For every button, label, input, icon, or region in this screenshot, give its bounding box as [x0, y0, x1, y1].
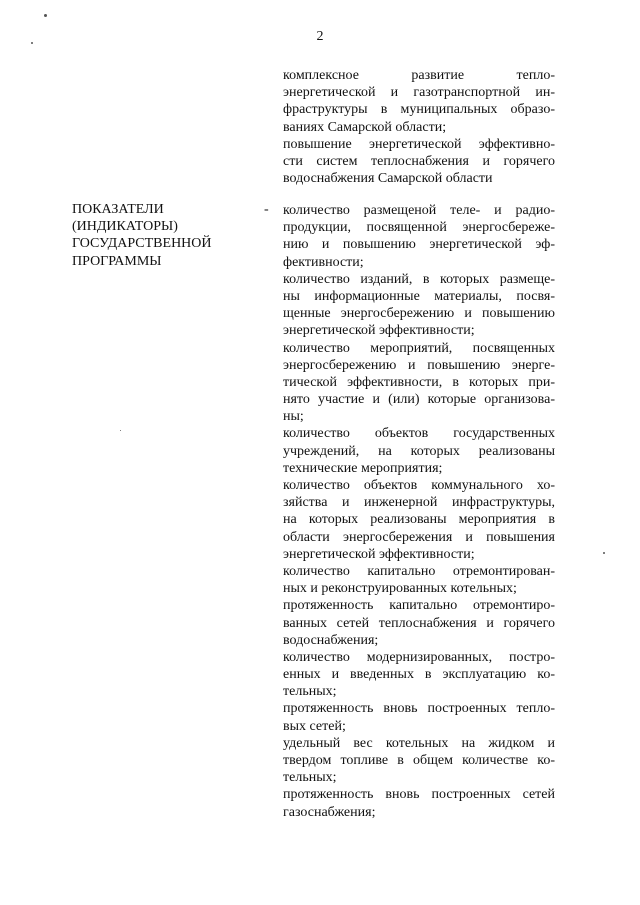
indicator-item	[283, 271, 555, 340]
label-line: ПРОГРАММЫ	[72, 253, 162, 269]
text-line: количество изданий, в которых размеще-	[283, 271, 555, 287]
text-line: тельных;	[283, 684, 337, 700]
text-line: фраструктуры в муниципальных образо-	[283, 102, 555, 118]
indicators-dash: -	[264, 202, 269, 217]
text-line: протяженность вновь построенных тепло-	[283, 701, 555, 717]
text-line: энергетической и газотранспортной ин-	[283, 85, 555, 101]
goal-item	[283, 136, 555, 188]
text-line: ванных сетей теплоснабжения и горячего	[283, 615, 555, 631]
text-line: сти систем теплоснабжения и горячего	[283, 153, 555, 169]
text-line: количество объектов государственных	[283, 426, 555, 442]
text-line: водоснабжения;	[283, 632, 379, 648]
text-line: нию и повышению энергетической эф-	[283, 237, 555, 253]
page-number: 2	[316, 29, 324, 44]
text-line: повышение энергетической эффективно-	[283, 136, 555, 152]
indicator-item	[283, 425, 555, 477]
indicator-item	[283, 786, 555, 820]
text-line: енных и введенных в эксплуатацию ко-	[283, 667, 555, 683]
text-line: твердом топливе в общем количестве ко-	[283, 753, 555, 768]
scan-speck	[603, 552, 605, 554]
indicator-item	[283, 340, 555, 426]
text-line: щенные энергосбережению и повышению	[283, 306, 555, 322]
text-line: нято участие и (или) которые организова-	[283, 392, 555, 408]
text-line: газоснабжения;	[283, 804, 376, 820]
indicator-item	[283, 735, 555, 787]
text-line: продукции, посвященной энергосбереже-	[283, 220, 555, 236]
indicator-item	[283, 202, 555, 271]
text-line: протяженность вновь построенных сетей	[283, 787, 555, 803]
goals-continued	[283, 67, 555, 187]
text-line: количество капитально отремонтирован-	[283, 563, 555, 579]
text-line: ны информационные материалы, посвя-	[283, 288, 555, 304]
text-line: области энергосбережения и повышения	[283, 529, 555, 545]
text-line: фективности;	[283, 254, 364, 270]
text-line: энергетической эффективности;	[283, 546, 475, 562]
text-line: энергетической эффективности;	[283, 323, 475, 339]
text-line: количество объектов коммунального хо-	[283, 478, 555, 493]
indicator-item	[283, 563, 555, 597]
indicator-item	[283, 649, 555, 701]
label-line: (ИНДИКАТОРЫ)	[72, 219, 178, 235]
goal-item	[283, 67, 555, 136]
indicator-item	[283, 477, 555, 563]
label-line: ПОКАЗАТЕЛИ	[72, 202, 164, 217]
text-line: технические мероприятия;	[283, 460, 443, 476]
text-line: зяйства и инженерной инфраструктуры,	[283, 495, 555, 511]
text-line: водоснабжения Самарской области	[283, 171, 493, 187]
text-line: учреждений, на которых реализованы	[283, 443, 555, 459]
text-line: количество модернизированных, постро-	[283, 649, 555, 665]
scan-speck	[31, 42, 33, 44]
indicators-label	[72, 201, 262, 270]
text-line: ваниях Самарской области;	[283, 119, 447, 135]
text-line: ных и реконструированных котельных;	[283, 581, 517, 597]
text-line: тельных;	[283, 770, 337, 786]
indicators-list	[283, 202, 555, 821]
text-line: тической эффективности, в которых при-	[283, 374, 555, 390]
scan-speck	[44, 14, 47, 17]
indicator-item	[283, 700, 555, 734]
text-line: энергосбережению и повышению энерге-	[283, 357, 555, 373]
text-line: количество размещеной теле- и радио-	[283, 203, 555, 218]
text-line: количество мероприятий, посвященных	[283, 340, 555, 356]
indicator-item	[283, 597, 555, 649]
text-line: удельный вес котельных на жидком и	[283, 735, 555, 751]
label-line: ГОСУДАРСТВЕННОЙ	[72, 236, 212, 252]
text-line: комплексное развитие тепло-	[283, 68, 555, 83]
scan-speck	[120, 430, 121, 431]
text-line: на которых реализованы мероприятия в	[283, 512, 555, 528]
text-line: вых сетей;	[283, 718, 346, 734]
text-line: ны;	[283, 409, 304, 425]
text-line: протяженность капитально отремонтиро-	[283, 598, 555, 614]
